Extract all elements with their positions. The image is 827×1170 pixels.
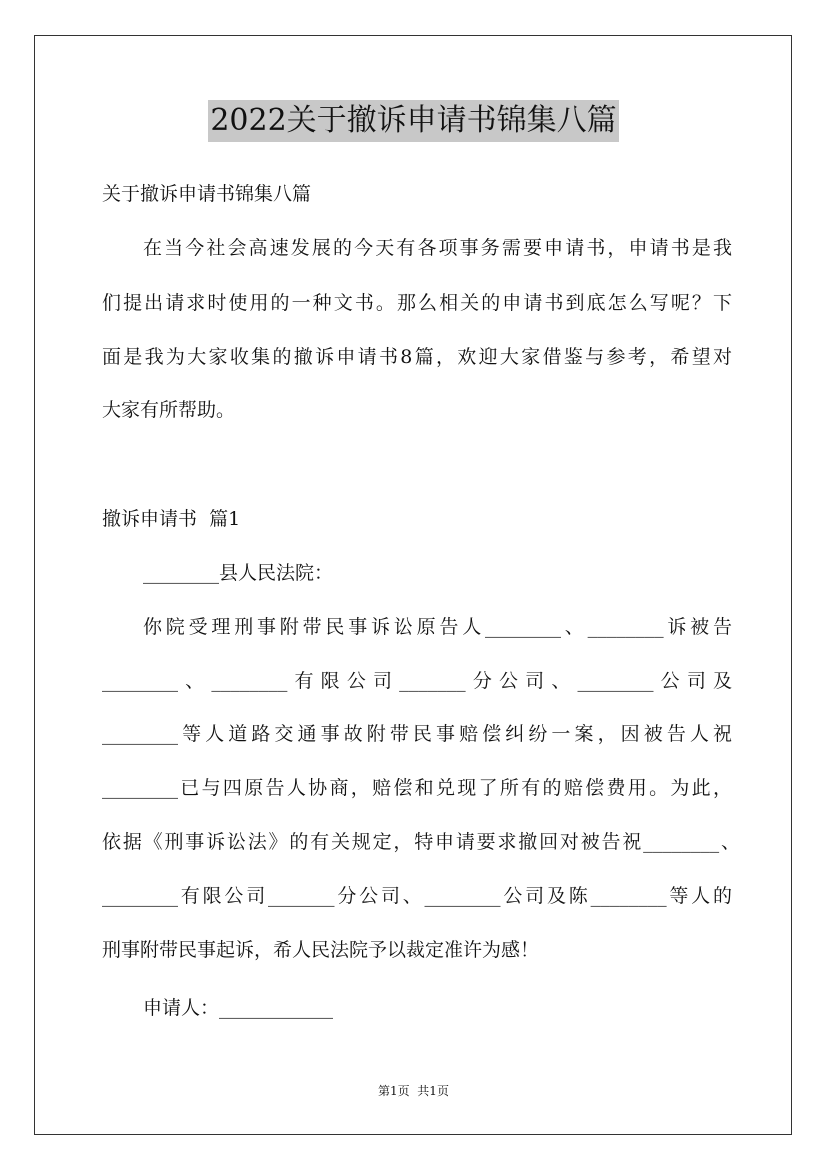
body-line-5: 依据《刑事诉讼法》的有关规定，特申请要求撤回对被告祝________、	[102, 831, 740, 853]
body-line-7: 刑事附带民事起诉，希人民法院予以裁定准许为感！	[102, 939, 540, 961]
page-footer	[0, 1082, 827, 1100]
title-wrap	[0, 100, 827, 142]
body-line-2: ________、________有限公司_______分公司、________公司及	[102, 670, 732, 692]
signature-line: 申请人：____________	[143, 997, 334, 1019]
salutation: ________县人民法院：	[143, 562, 334, 584]
intro-line-4: 大家有所帮助。	[102, 399, 236, 421]
document-subtitle: 关于撤诉申请书锦集八篇	[102, 183, 312, 205]
body-line-6: ________有限公司_______分公司、________公司及陈________等人的	[102, 885, 732, 907]
section-heading: 撤诉申请书 篇1	[102, 508, 241, 530]
body-line-1: 你院受理刑事附带民事诉讼原告人________、________诉被告	[143, 616, 732, 638]
intro-line-1: 在当今社会高速发展的今天有各项事务需要申请书，申请书是我	[143, 237, 732, 259]
intro-line-2: 们提出请求时使用的一种文书。那么相关的申请书到底怎么写呢？下	[102, 292, 732, 314]
body-line-3: ________等人道路交通事故附带民事赔偿纠纷一案，因被告人祝	[102, 723, 732, 745]
intro-line-3: 面是我为大家收集的撤诉申请书8篇，欢迎大家借鉴与参考，希望对	[102, 346, 732, 368]
document-title: 2022关于撤诉申请书锦集八篇	[208, 100, 618, 142]
page-number: 第1页 共1页	[378, 1084, 449, 1098]
body-line-4: ________已与四原告人协商，赔偿和兑现了所有的赔偿费用。为此，	[102, 777, 732, 799]
